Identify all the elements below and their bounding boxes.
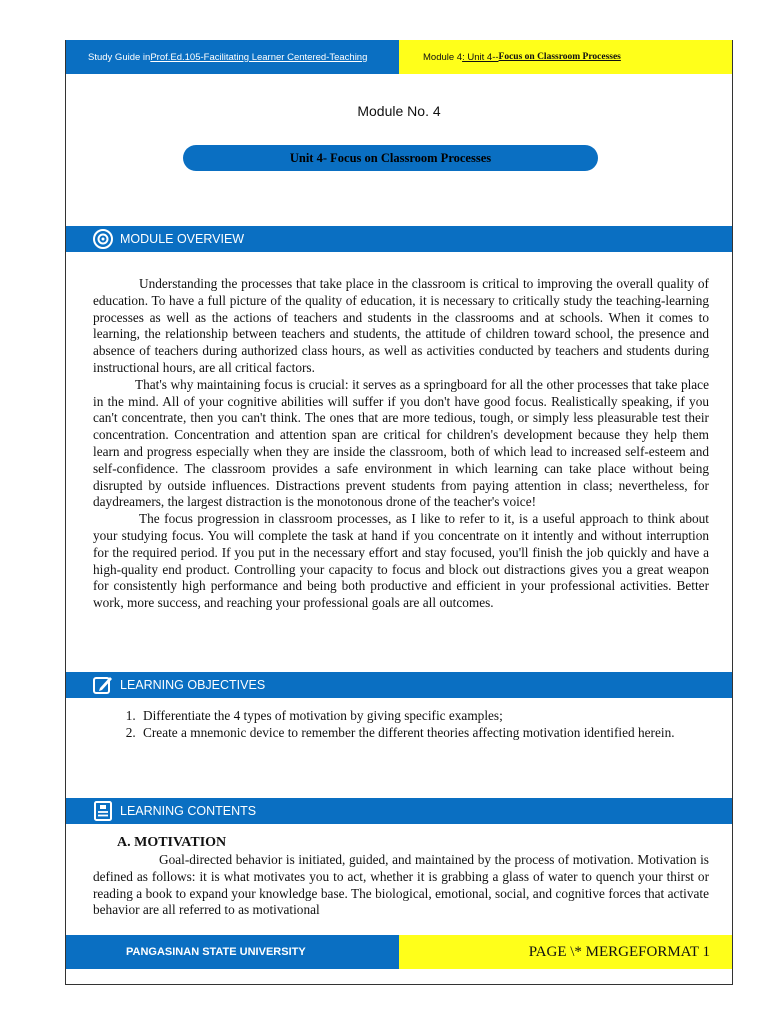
section-title-contents: LEARNING CONTENTS (120, 804, 257, 818)
objectives-edit-icon (92, 674, 114, 696)
section-bar-contents (66, 798, 732, 824)
unit-title: Unit 4- Focus on Classroom Processes (183, 145, 598, 171)
objective-item: 2. Create a mnemonic device to remember the different theories affecting motivation identified herein. (139, 725, 709, 742)
header-course: Study Guide in Prof.Ed.105-Facilitating Learner Centered-Teaching (66, 40, 399, 74)
content-paragraph: Goal-directed behavior is initiated, guided, and maintained by the process of motivation. Motivation is defined as follows: it is what motivates you to act, whether it is grabbing a glass of water to quench your thirst or reading a book to expand your knowledge base. The biological, emotional, social, and cognitive forces that activate behavior are all referred to as motivational (93, 852, 709, 918)
header-module: Module 4 : Unit 4-- Focus on Classroom Processes (399, 40, 732, 74)
objectives-list (93, 708, 709, 742)
footer-page-number: PAGE \* MERGEFORMAT 1 (399, 935, 732, 969)
overview-paragraph-2: That's why maintaining focus is crucial: it serves as a springboard for all the other processes that take place in the mind. All of your cognitive abilities will suffer if you don't have good focus. Realistically speaking, if you can't concentrate, then you can't think. The ones that are more tedious, tough, or simply less pleasurable test their concentration. Concentration and attention span are critical for children's development because they help them learn and progress especially when they are inside the classroom, both of which lead to increased self-esteem and self-confidence. The classroom provides a safe environment in which learning can take place without being disrupted by outside influences. Distractions prevent students from paying attention in class; nevertheless, for daydreamers, the largest distraction is the monotonous drone of the teacher's voice! (93, 376, 709, 510)
section-bar-overview (66, 226, 732, 252)
page-header (66, 40, 732, 74)
section-bar-objectives (66, 672, 732, 698)
content-heading: A. MOTIVATION (117, 835, 227, 850)
page-footer (66, 935, 732, 969)
overview-paragraph-3: The focus progression in classroom processes, as I like to refer to it, is a useful approach to think about your studying focus. You will complete the task at hand if you concentrate on it intently and without interruption for the required period. If you put in the necessary effort and stay focused, you'll finish the job quickly and have a high-quality end product. Controlling your capacity to focus and block out distractions gives you a great weapon for consistently high performance and being both productive and efficient in your professional activities. Better work, more success, and reaching your professional goals are all outcomes. (93, 511, 709, 611)
objective-item: 1. Differentiate the 4 types of motivation by giving specific examples; (139, 708, 709, 725)
document-page (65, 40, 733, 985)
overview-paragraph-1: Understanding the processes that take place in the classroom is critical to improving the overall quality of education. To have a full picture of the quality of education, it is necessary to critically study the teaching-learning processes as well as the actions of teachers and students in the classrooms and at schools. When it comes to learning, the relationship between teachers and students, the attitude of children toward school, the presence and absence of teachers during authorized class hours, as well as activities conducted by teachers and students during instructional hours, are all critical factors. (93, 276, 709, 375)
content-text (93, 852, 709, 919)
footer-university: PANGASINAN STATE UNIVERSITY (66, 935, 399, 969)
overview-gear-icon (92, 228, 114, 250)
overview-text (93, 276, 709, 612)
course-link[interactable]: Prof.Ed.105-Facilitating Learner Centered-Teaching (150, 51, 368, 63)
module-link[interactable]: Focus on Classroom Processes (498, 52, 621, 62)
section-title-objectives: LEARNING OBJECTIVES (120, 678, 266, 692)
contents-document-icon (92, 800, 114, 822)
module-title: Module No. 4 (357, 103, 441, 119)
section-title-overview: MODULE OVERVIEW (120, 232, 245, 246)
